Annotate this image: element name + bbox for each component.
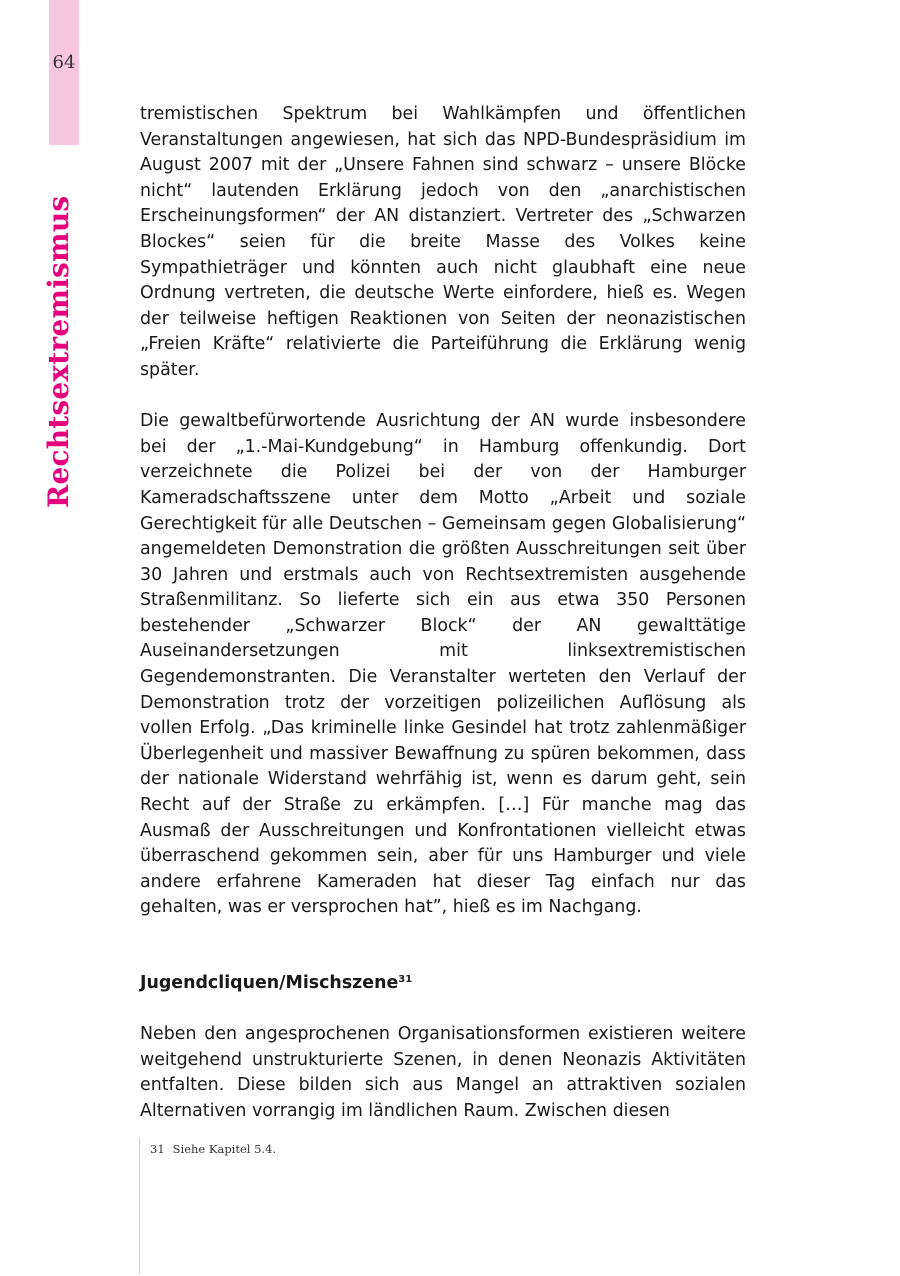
footnote-number: 31 <box>150 1142 165 1156</box>
section-title-vertical: Rechtsextremismus <box>42 195 75 508</box>
paragraph: tremistischen Spektrum bei Wahlkämpfen und öffentlichen Veranstaltungen angewiesen, hat sich das NPD-Bundespräsidium im August 2007 mit der „Unsere Fahnen sind schwarz – unsere Blöcke nicht“ lautenden Erklärung jedoch von den „anarchistischen Erscheinungsformen“ der AN distanziert. Vertreter des „Schwarzen Blockes“ seien für die breite Masse des Volkes keine Sympathieträger und könnten auch nicht glaubhaft eine neue Ordnung vertreten, die deutsche Werte einfordere, hieß es. Wegen der teilweise heftigen Reaktionen von Seiten der neonazistischen „Freien Kräfte“ relativierte die Parteiführung die Erklärung wenig später. <box>140 104 746 380</box>
footnote-reference: 31 <box>398 974 413 985</box>
page-number: 64 <box>52 52 76 73</box>
heading-text: Jugendcliquen/Mischszene <box>140 973 399 993</box>
paragraph: Neben den angesprochenen Organisationsformen existieren weitere weitgehend unstrukturierte Szenen, in denen Neonazis Aktivitäten entfalten. Diese bilden sich aus Mangel an attraktiven sozialen Alternativen vorrangig im ländlichen Raum. Zwischen diesen <box>140 1024 746 1121</box>
main-text <box>140 102 746 1125</box>
subsection-heading <box>140 971 746 997</box>
footnote <box>150 1142 276 1156</box>
paragraph: Die gewaltbefürwortende Ausrichtung der AN wurde insbesondere bei der „1.-Mai-Kundgebung“ in Hamburg offenkundig. Dort verzeichnete die Polizei bei der von der Hamburger Kameradschaftsszene unter dem Motto „Arbeit und soziale Gerechtigkeit für alle Deutschen – Gemeinsam gegen Globalisierung“ angemeldeten Demonstration die größten Ausschreitungen seit über 30 Jahren und erstmals auch von Rechtsextremisten ausgehende Straßenmilitanz. So lieferte sich ein aus etwa 350 Personen bestehender „Schwarzer Block“ der AN gewalttätige Auseinandersetzungen mit linksextremistischen Gegendemonstranten. Die Veranstalter werteten den Verlauf der Demonstration trotz der vorzeitigen polizeilichen Auflösung als vollen Erfolg. „Das kriminelle linke Gesindel hat trotz zahlenmäßiger Überlegenheit und massiver Bewaffnung zu spüren bekommen, dass der nationale Widerstand wehrfähig ist, wenn es darum geht, sein Recht auf der Straße zu erkämpfen. […] Für manche mag das Ausmaß der Ausschreitungen und Konfrontationen vielleicht etwas überraschend gekommen sein, aber für uns Hamburger und viele andere erfahrene Kameraden hat dieser Tag einfach nur das gehalten, was er versprochen hat”, hieß es im Nachgang. <box>140 411 746 918</box>
footnote-text: Siehe Kapitel 5.4. <box>172 1142 277 1156</box>
footnote-divider <box>139 1138 140 1274</box>
